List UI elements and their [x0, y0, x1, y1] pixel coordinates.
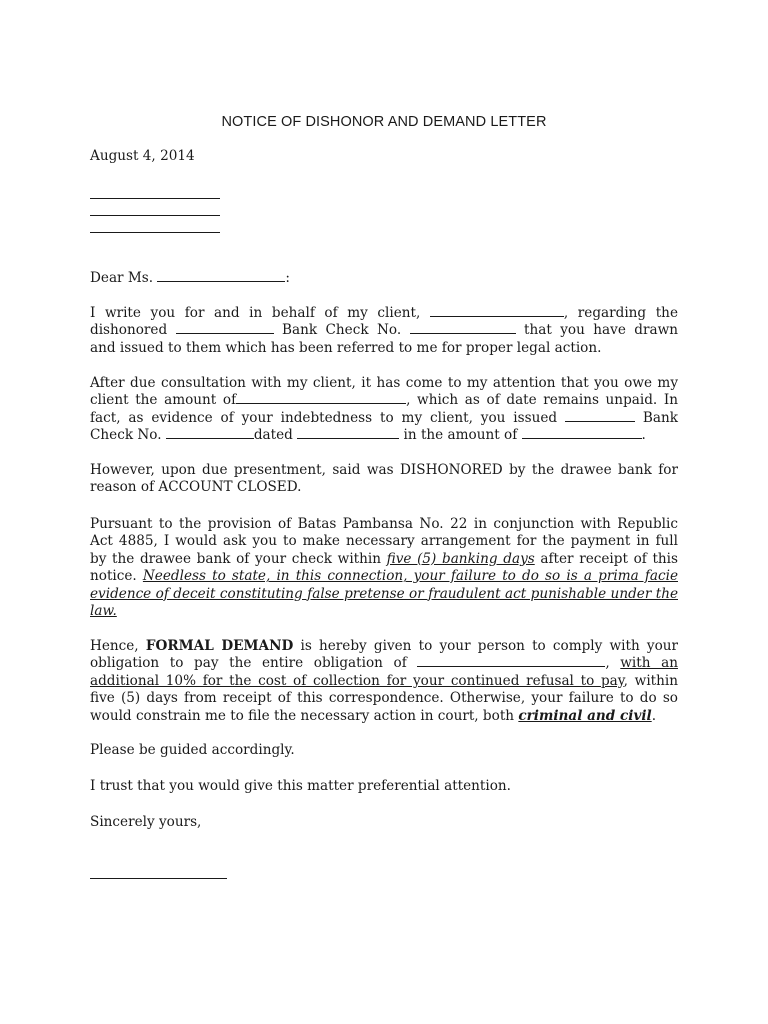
amount-blank	[236, 392, 406, 404]
issuing-bank-blank	[565, 410, 635, 422]
closing: Sincerely yours,	[90, 814, 202, 830]
formal-demand-emphasis: FORMAL DEMAND	[145, 638, 294, 654]
address-line-3	[90, 232, 220, 233]
salutation	[90, 270, 290, 287]
letter-date: August 4, 2014	[90, 148, 195, 164]
check-amount-blank	[522, 427, 642, 439]
bank-name-blank	[176, 322, 274, 334]
banking-days-emphasis: five (5) banking days	[386, 550, 535, 567]
address-line-2	[90, 215, 220, 216]
paragraph-5: Hence, FORMAL DEMAND is hereby given to your person to comply with your obligation to pay the entire obligation of , with an additional 10% for the cost of collection for your continued refusal to pay, within five (5) days from receipt of this correspondence. Otherwise, your failure to do so would constrain me to file the necessary action in court, both criminal and civil.	[90, 638, 679, 724]
client-name-blank	[430, 305, 564, 317]
paragraph-1: I write you for and in behalf of my client, , regarding the dishonored Bank Check No. that you have drawn and issued to them which has been referred to me for proper legal action.	[90, 305, 678, 356]
paragraph-7: I trust that you would give this matter preferential attention.	[90, 778, 512, 794]
obligation-amount-blank	[417, 655, 605, 667]
paragraph-2: After due consultation with my client, it has come to my attention that you owe my client the amount of , which as of date remains unpaid. In fact, as evidence of your indebtedness to my client, you issued Bank Check No. dated in the amount of .	[90, 375, 678, 444]
check-date-blank	[297, 427, 399, 439]
paragraph-3: However, upon due presentment, said was DISHONORED by the drawee bank for reason of ACCOUNT CLOSED.	[90, 462, 678, 496]
check-no-blank	[166, 427, 254, 439]
salutation-colon: :	[285, 270, 290, 286]
check-number-blank	[410, 322, 516, 334]
paragraph-6: Please be guided accordingly.	[90, 742, 295, 758]
paragraph-4: Pursuant to the provision of Batas Pambansa No. 22 in conjunction with Republic Act 4885, I would ask you to make necessary arrangement for the payment in full by the drawee bank of your check within five (5) banking days after receipt of this notice. Needless to state, in this connection, your failure to do so is a prima facie evidence of deceit constituting false pretense or fraudulent act punishable under the law.	[90, 516, 678, 620]
page-title: NOTICE OF DISHONOR AND DEMAND LETTER	[221, 114, 547, 130]
signature-line	[90, 878, 227, 879]
address-line-1	[90, 198, 220, 199]
salutation-text: Dear Ms.	[90, 270, 158, 286]
recipient-name-blank	[157, 270, 285, 282]
criminal-civil-emphasis: criminal and civil	[518, 707, 652, 724]
